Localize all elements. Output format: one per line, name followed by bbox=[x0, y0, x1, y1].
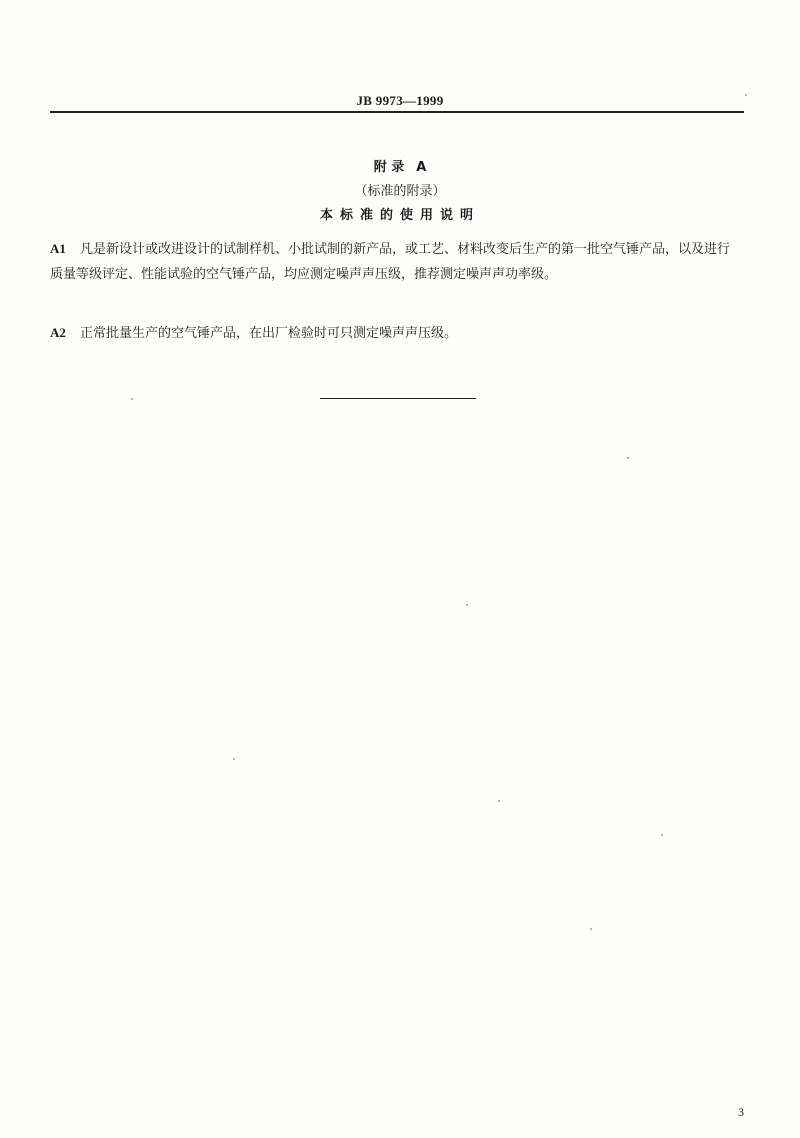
header-rule bbox=[50, 111, 744, 113]
appendix-letter: A bbox=[416, 160, 427, 175]
clause-number: A1 bbox=[50, 241, 66, 256]
scan-speck bbox=[498, 800, 500, 802]
appendix-heading: 本标准的使用说明 bbox=[319, 208, 480, 223]
page-number: 3 bbox=[738, 1105, 744, 1119]
appendix-label: 附 录 bbox=[373, 160, 405, 175]
appendix-type: （标准的附录） bbox=[354, 184, 446, 199]
end-rule bbox=[320, 398, 476, 399]
clause-a2 bbox=[50, 320, 742, 346]
scan-speck bbox=[661, 834, 663, 836]
clause-text: 凡是新设计或改进设计的试制样机、小批试制的新产品，或工艺、材料改变后生产的第一批空气锤产品，以及进行质量等级评定、性能试验的空气锤产品，均应测定噪声声压级，推荐测定噪声声功率级。 bbox=[50, 242, 731, 282]
clause-a1 bbox=[50, 236, 742, 287]
clause-text: 正常批量生产的空气锤产品，在出厂检验时可只测定噪声声压级。 bbox=[80, 326, 458, 341]
scan-speck bbox=[627, 457, 629, 459]
clause-number: A2 bbox=[50, 325, 66, 340]
scan-speck bbox=[466, 604, 468, 606]
scan-speck bbox=[131, 398, 133, 400]
standard-code: JB 9973—1999 bbox=[356, 93, 444, 108]
scan-speck bbox=[745, 94, 747, 96]
scan-speck bbox=[590, 928, 592, 930]
scan-speck bbox=[233, 758, 235, 760]
appendix-title bbox=[0, 156, 800, 175]
